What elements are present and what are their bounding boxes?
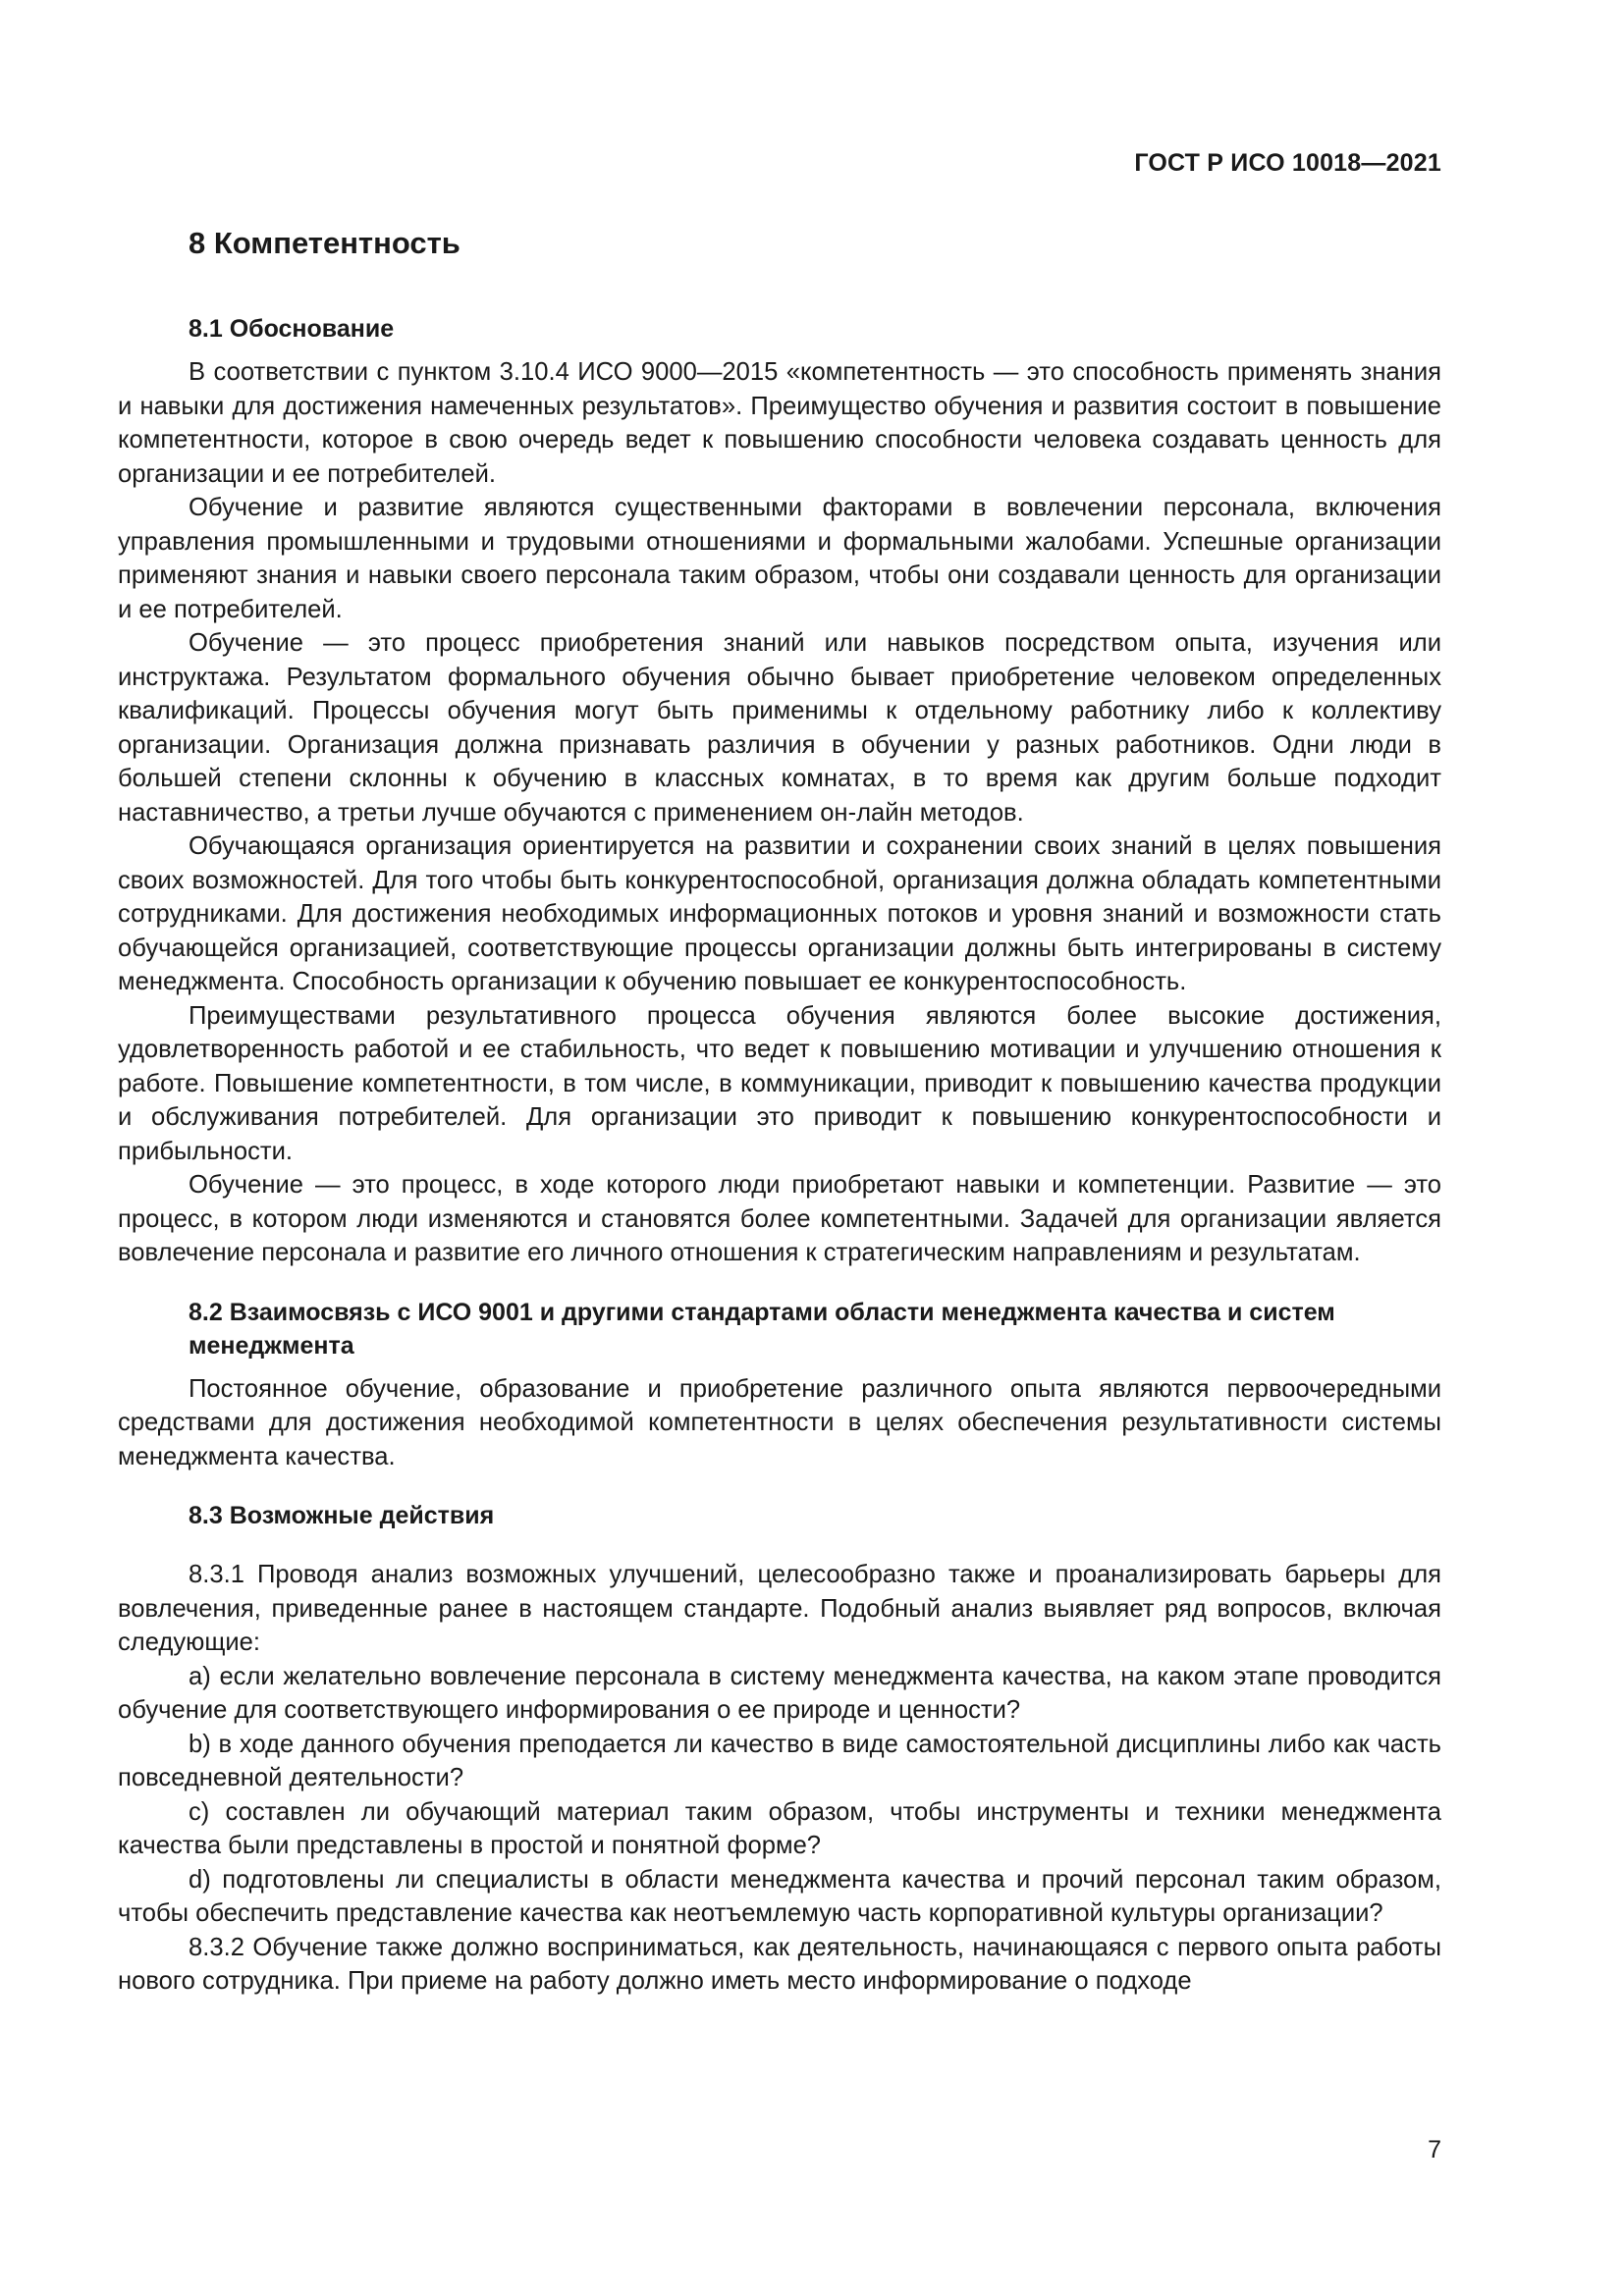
page-content [118, 224, 1441, 1999]
paragraph: 8.3.2 Обучение также должно восприниматься, как деятельность, начинающаяся с первого опыта работы нового сотрудника. При приеме на работу должно иметь место информирование о подходе [118, 1933, 1441, 1995]
list-item-b: b) в ходе данного обучения преподается ли качество в виде самостоятельной дисциплины либо как часть повседневной деятельности? [118, 1730, 1441, 1791]
section-title: 8 Компетентность [189, 226, 460, 260]
paragraph: Постоянное обучение, образование и приобретение различного опыта являются первоочередными средствами для достижения необходимой компетентности в целях обеспечения результативности системы менеджмента качества. [118, 1374, 1441, 1470]
document-code-header: ГОСТ Р ИСО 10018—2021 [1134, 149, 1441, 177]
list-item-c: c) составлен ли обучающий материал таким образом, чтобы инструменты и техники менеджмента качества были представлены в простой и понятной форме? [118, 1797, 1441, 1859]
subsection-title-8-3: 8.3 Возможные действия [189, 1502, 495, 1529]
list-item-a: a) если желательно вовлечение персонала в систему менеджмента качества, на каком этапе проводится обучение для соответствующего информирования о ее природе и ценности? [118, 1662, 1441, 1724]
paragraph: 8.3.1 Проводя анализ возможных улучшений, целесообразно также и проанализировать барьеры для вовлечения, приведенные ранее в настоящем стандарте. Подобный анализ выявляет ряд вопросов, включая следующие: [118, 1561, 1441, 1656]
subsection-title-8-1: 8.1 Обоснование [189, 315, 395, 343]
paragraph: Обучение — это процесс, в ходе которого люди приобретают навыки и компетенции. Развитие — это процесс, в котором люди изменяются и становятся более компетентными. Задачей для организации является вовлечение персонала и развитие его личного отношения к стратегическим направлениям и результатам. [118, 1171, 1441, 1266]
paragraph: Обучение — это процесс приобретения знаний или навыков посредством опыта, изучения или инструктажа. Результатом формального обучения обычно бывает приобретение человеком определенных квалификаций. Процессы обучения могут быть применимы к отдельному работнику либо к коллективу организации. Организация должна признавать различия в обучении у разных работников. Одни люди в большей степени склонны к обучению в классных комнатах, в то время как другим больше подходит наставничество, а третьи лучше обучаются с применением он-лайн методов. [118, 629, 1441, 827]
paragraph: Обучающаяся организация ориентируется на развитии и сохранении своих знаний в целях повышения своих возможностей. Для того чтобы быть конкурентоспособной, организация должна обладать компетентными сотрудниками. Для достижения необходимых информационных потоков и уровня знаний и возможности стать обучающейся организацией, соответствующие процессы организации должны быть интегрированы в систему менеджмента. Способность организации к обучению повышает ее конкурентоспособность. [118, 832, 1441, 995]
paragraph: Преимуществами результативного процесса обучения являются более высокие достижения, удовлетворенность работой и ее стабильность, что ведет к повышению мотивации и улучшению отношения к работе. Повышение компетентности, в том числе, в коммуникации, приводит к повышению качества продукции и обслуживания потребителей. Для организации это приводит к повышению конкурентоспособности и прибыльности. [118, 1001, 1441, 1165]
subsection-title-8-2: 8.2 Взаимосвязь с ИСО 9001 и другими стандартами области менеджмента качества и систем менеджмента [189, 1298, 1335, 1360]
paragraph: Обучение и развитие являются существенными факторами в вовлечении персонала, включения управления промышленными и трудовыми отношениями и формальными жалобами. Успешные организации применяют знания и навыки своего персонала таким образом, чтобы они создавали ценность для организации и ее потребителей. [118, 494, 1441, 623]
page-number: 7 [1428, 2136, 1441, 2163]
paragraph: В соответствии с пунктом 3.10.4 ИСО 9000—2015 «компетентность — это способность применять знания и навыки для достижения намеченных результатов». Преимущество обучения и развития состоит в повышение компетентности, которое в свою очередь ведет к повышению способности человека создавать ценность для организации и ее потребителей. [118, 358, 1441, 488]
list-item-d: d) подготовлены ли специалисты в области менеджмента качества и прочий персонал таким образом, чтобы обеспечить представление качества как неотъемлемую часть корпоративной культуры организации? [118, 1865, 1441, 1927]
